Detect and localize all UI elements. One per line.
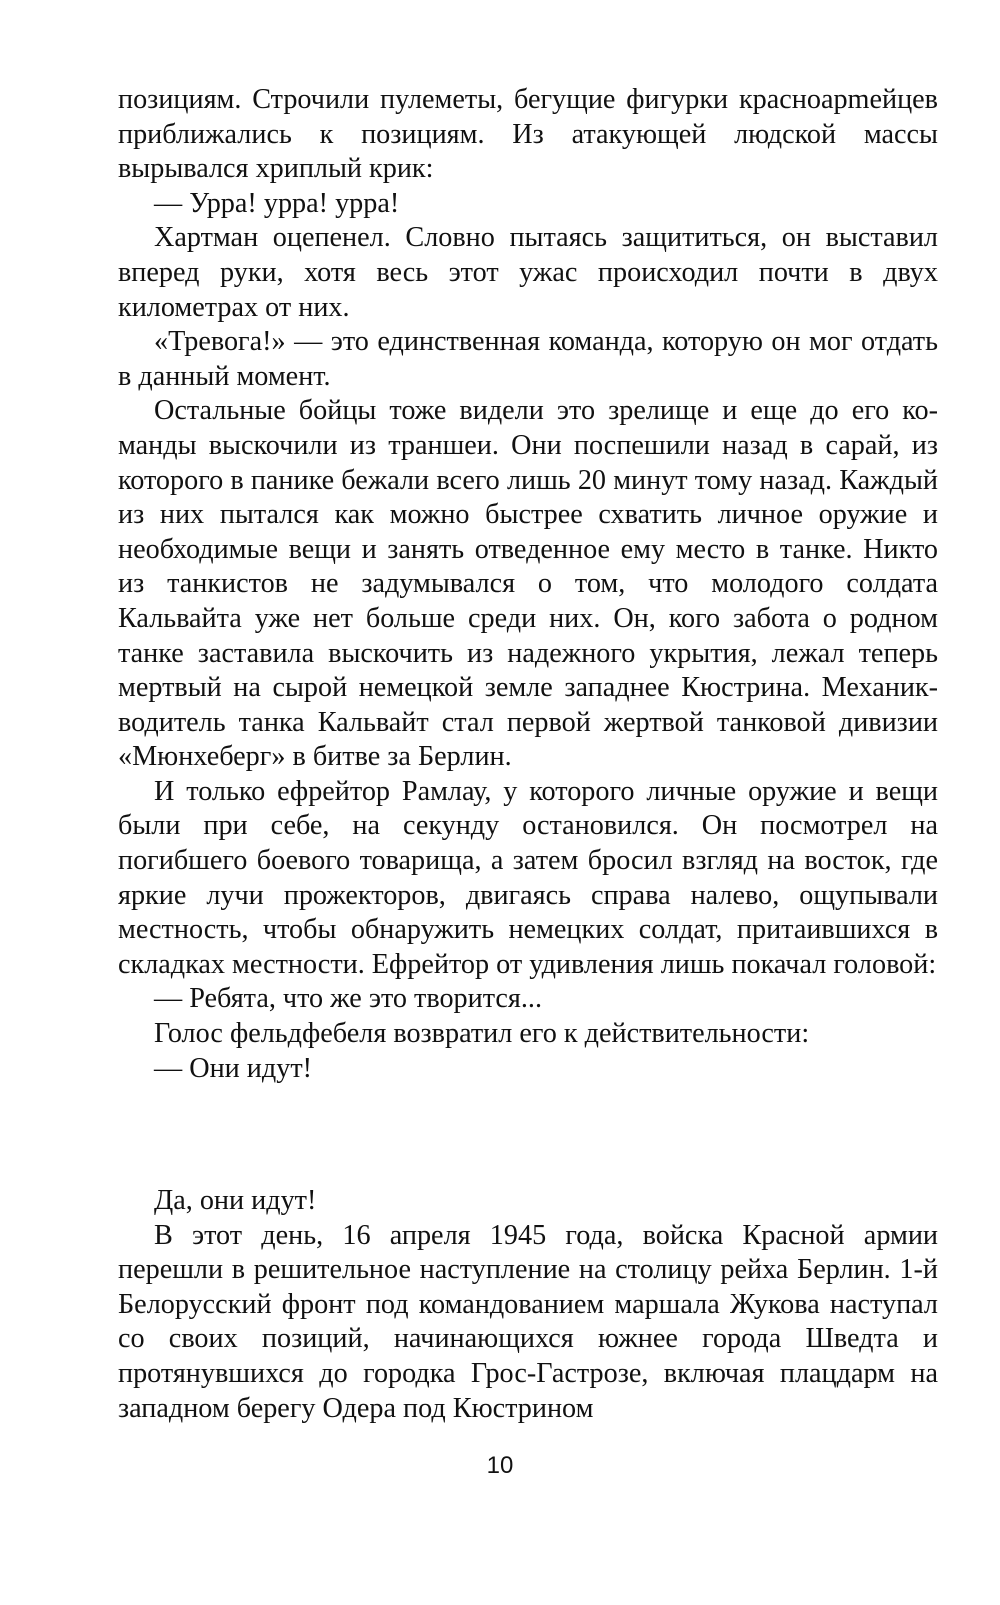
page-number: 10 [486, 1452, 514, 1479]
paragraph-hartman: Хартман оцепенел. Словно пытаясь защититься, он выставил вперед руки, хотя весь этот ужас происходил почти в двух километрах от них. [118, 222, 938, 323]
paragraph-continuation: позициям. Строчили пулеметы, бегущие фигурки красноарmейцев приближались к позициям. Из атакующей людской массы вырывался хриплый крик: [118, 84, 938, 185]
paragraph-dialogue-they-come: — Они идут! [154, 1052, 313, 1084]
paragraph-soldiers: Остальные бойцы тоже видели это зрелище и еще до его команды выскочили из траншеи. Они поспешили назад в сарай, из которого в панике бежали всего лишь 20 минут тому назад. Каждый из них пытался как можно быстрее схватить личное оружие и необходимые вещи и занять отведенное ему место в танке. Никто из танкистов не задумывался о том, что молодого солдата Кальвайта уже нет больше среди них. Он, кого забота о родном танке заставила выскочить из надежного укрытия, лежал теперь мертвый на сырой немецкой земле западнее Кюстрина. Механик-водитель танка Кальвайт стал первой жертвой танковой дивизии «Мюнхеберг» в битве за Берлин. [118, 395, 938, 773]
paragraph-offensive: В этот день, 16 апреля 1945 года, войска Красной армии перешли в решительное наступление на столицу рейха Берлин. 1-й Белорусский фронт под командованием маршала Жукова наступал со своих позиций, начинающихся южнее города Шведта и протянувшихся до городка Грос-Гастрозе, включая плацдарм на западном берегу Одера под Кюстрином [118, 1219, 938, 1424]
paragraph-dialogue-ura: — Урра! урра! урра! [154, 187, 400, 219]
text-block-bottom [118, 1184, 938, 1426]
paragraph-alarm: «Тревога!» — это единственная команда, которую он мог отдать в данный момент. [118, 326, 938, 392]
paragraph-sergeant-voice: Голос фельдфебеля возвратил его к действительности: [154, 1018, 810, 1050]
text-block-top [118, 83, 938, 1086]
paragraph-section-start: Да, они идут! [154, 1185, 317, 1216]
paragraph-ramlau: И только ефрейтор Рамлау, у которого личные оружие и вещи были при себе, на секунду остановился. Он посмотрел на погибшего боевого товарища, а затем бросил взгляд на восток, где яркие лучи прожекторов, двигаясь справа налево, ощупывали местность, чтобы обнаружить немецких солдат, притаившихся в складках местности. Ефрейтор от удивления лишь покачал головой: [118, 775, 938, 980]
paragraph-dialogue-guys: — Ребята, что же это творится... [154, 983, 543, 1015]
